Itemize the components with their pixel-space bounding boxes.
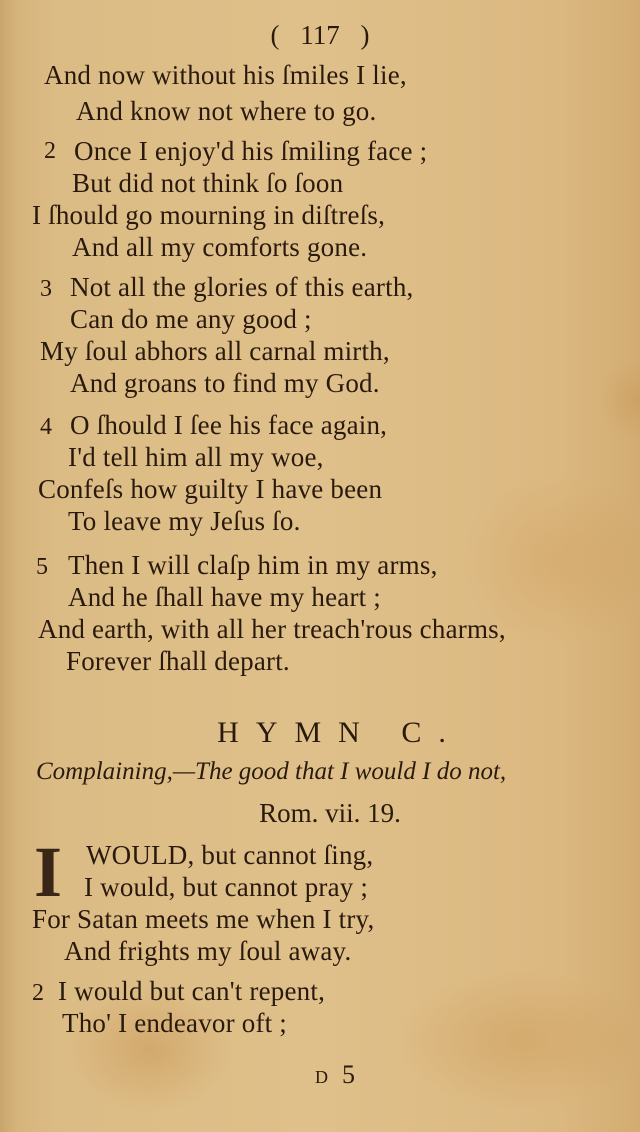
verse-line: Not all the glories of this earth,	[70, 272, 414, 302]
verse-line: For Satan meets me when I try,	[32, 904, 375, 934]
stanza-number: 2	[32, 980, 44, 1006]
stanza-number: 2	[44, 138, 56, 164]
verse-line: And he ſhall have my heart ;	[68, 582, 382, 612]
verse-line: WOULD, but cannot ſing,	[86, 840, 374, 870]
stanza-number: 4	[40, 414, 52, 440]
verse-line: I ſhould go mourning in diſtreſs,	[32, 200, 386, 230]
verse-line: Confeſs how guilty I have been	[38, 474, 383, 504]
verse-line: Tho' I endeavor oft ;	[62, 1008, 287, 1038]
verse-line: Once I enjoy'd his ſmiling face ;	[74, 136, 428, 166]
hymn-title: HYMN C.	[217, 716, 463, 749]
verse-line: And now without his ſmiles I lie,	[44, 60, 407, 90]
verse-line: But did not think ſo ſoon	[72, 168, 344, 198]
verse-line: Then I will claſp him in my arms,	[68, 550, 438, 580]
scripture-reference: Rom. vii. 19.	[259, 798, 401, 828]
verse-line: And frights my ſoul away.	[64, 936, 352, 966]
verse-line: And earth, with all her treach'rous charms,	[38, 614, 506, 644]
hymn-subtitle: Complaining,—The good that I would I do not,	[36, 758, 507, 785]
verse-line: Forever ſhall depart.	[66, 646, 290, 676]
signature-number: 5	[342, 1060, 355, 1089]
verse-line: Can do me any good ;	[70, 304, 312, 334]
signature-letter: D	[315, 1067, 328, 1087]
verse-line: And all my comforts gone.	[72, 232, 368, 262]
stanza-number: 3	[40, 276, 52, 302]
verse-line: I'd tell him all my woe,	[68, 442, 324, 472]
verse-line: To leave my Jeſus ſo.	[68, 506, 301, 536]
signature-mark	[0, 1060, 640, 1092]
verse-line: O ſhould I ſee his face again,	[70, 410, 388, 440]
drop-cap: I	[34, 832, 63, 912]
verse-line: And groans to find my God.	[70, 368, 380, 398]
verse-line: And know not where to go.	[76, 96, 377, 126]
verse-line: I would but can't repent,	[58, 976, 326, 1006]
verse-line: My ſoul abhors all carnal mirth,	[40, 336, 390, 366]
stanza-number: 5	[36, 554, 48, 580]
verse-line: I would, but cannot pray ;	[84, 872, 369, 902]
page-number: ( 117 )	[270, 20, 370, 50]
